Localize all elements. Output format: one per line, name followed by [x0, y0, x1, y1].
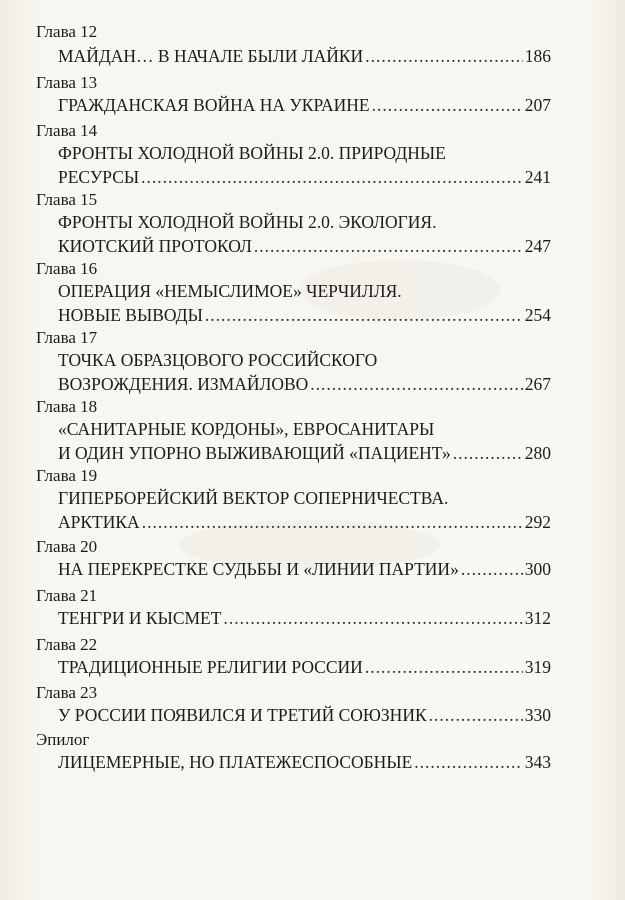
- entry-last-line: [58, 557, 551, 581]
- entry-last-line: [58, 165, 551, 189]
- entry-title: И ОДИН УПОРНО ВЫЖИВАЮЩИЙ «ПАЦИЕНТ»: [58, 443, 451, 463]
- entry-title: ЛИЦЕМЕРНЫЕ, НО ПЛАТЕЖЕСПОСОБНЫЕ: [58, 752, 413, 772]
- dot-leader: [254, 234, 523, 258]
- toc-entry[interactable]: [58, 44, 551, 68]
- toc-entry[interactable]: [58, 703, 551, 727]
- toc-entry[interactable]: [58, 486, 551, 534]
- toc-entry[interactable]: [58, 279, 551, 327]
- chapter-label: Глава 13: [36, 73, 98, 92]
- entry-title-line: ГИПЕРБОРЕЙСКИЙ ВЕКТОР СОПЕРНИЧЕСТВА.: [58, 488, 449, 508]
- entry-last-line: [58, 750, 551, 774]
- dot-leader: [365, 44, 523, 68]
- entry-title: ТЕНГРИ И КЫСМЕТ: [58, 608, 222, 628]
- toc-entry[interactable]: [58, 210, 551, 258]
- dot-leader: [461, 557, 523, 581]
- entry-title: МАЙДАН… В НАЧАЛЕ БЫЛИ ЛАЙКИ: [58, 46, 364, 66]
- entry-last-line: [58, 303, 551, 327]
- entry-title-line: ОПЕРАЦИЯ «НЕМЫСЛИМОЕ» ЧЕРЧИЛЛЯ.: [58, 281, 402, 301]
- entry-title-line: ФРОНТЫ ХОЛОДНОЙ ВОЙНЫ 2.0. ПРИРОДНЫЕ: [58, 143, 446, 163]
- page-number: 330: [524, 705, 551, 725]
- entry-last-line: [58, 606, 551, 630]
- chapter-label: Глава 14: [36, 121, 98, 140]
- toc-entry[interactable]: [58, 348, 551, 396]
- dot-leader: [429, 703, 523, 727]
- chapter-label: Глава 23: [36, 683, 98, 702]
- toc-entry[interactable]: [58, 655, 551, 679]
- dot-leader: [223, 606, 522, 630]
- entry-last-line: [58, 44, 551, 68]
- entry-last-line: [58, 703, 551, 727]
- entry-title: У РОССИИ ПОЯВИЛСЯ И ТРЕТИЙ СОЮЗНИК: [58, 705, 427, 725]
- page-number: 186: [524, 46, 551, 66]
- entry-title: КИОТСКИЙ ПРОТОКОЛ: [58, 236, 252, 256]
- dot-leader: [414, 750, 522, 774]
- page-number: 267: [524, 374, 551, 394]
- page-number: 241: [524, 167, 551, 187]
- entry-title: ВОЗРОЖДЕНИЯ. ИЗМАЙЛОВО: [58, 374, 309, 394]
- chapter-label: Глава 17: [36, 328, 98, 347]
- dot-leader: [205, 303, 523, 327]
- page-number: 292: [524, 512, 551, 532]
- page-number: 343: [524, 752, 551, 772]
- toc-entry[interactable]: [58, 93, 551, 117]
- dot-leader: [453, 441, 523, 465]
- entry-last-line: [58, 510, 551, 534]
- chapter-label: Эпилог: [36, 730, 90, 749]
- toc-entry[interactable]: [58, 557, 551, 581]
- entry-title: ТРАДИЦИОННЫЕ РЕЛИГИИ РОССИИ: [58, 657, 363, 677]
- entry-title-line: ФРОНТЫ ХОЛОДНОЙ ВОЙНЫ 2.0. ЭКОЛОГИЯ.: [58, 212, 437, 232]
- dot-leader: [142, 510, 523, 534]
- entry-title-line: ТОЧКА ОБРАЗЦОВОГО РОССИЙСКОГО: [58, 350, 378, 370]
- entry-title: РЕСУРСЫ: [58, 167, 140, 187]
- page-number: 207: [524, 95, 551, 115]
- entry-title: АРКТИКА: [58, 512, 140, 532]
- chapter-label: Глава 20: [36, 537, 98, 556]
- dot-leader: [372, 93, 523, 117]
- page-number: 254: [524, 305, 551, 325]
- page-number: 280: [524, 443, 551, 463]
- dot-leader: [141, 165, 523, 189]
- page-number: 312: [524, 608, 551, 628]
- chapter-label: Глава 21: [36, 586, 98, 605]
- entry-last-line: [58, 372, 551, 396]
- entry-title: НОВЫЕ ВЫВОДЫ: [58, 305, 203, 325]
- entry-title-line: «САНИТАРНЫЕ КОРДОНЫ», ЕВРОСАНИТАРЫ: [58, 419, 435, 439]
- chapter-label: Глава 18: [36, 397, 98, 416]
- page-number: 300: [524, 559, 551, 579]
- entry-title: НА ПЕРЕКРЕСТКЕ СУДЬБЫ И «ЛИНИИ ПАРТИИ»: [58, 559, 459, 579]
- toc-entry[interactable]: [58, 417, 551, 465]
- page-number: 247: [524, 236, 551, 256]
- toc-entry[interactable]: [58, 750, 551, 774]
- entry-last-line: [58, 234, 551, 258]
- chapter-label: Глава 19: [36, 466, 98, 485]
- dot-leader: [365, 655, 523, 679]
- chapter-label: Глава 16: [36, 259, 98, 278]
- entry-last-line: [58, 441, 551, 465]
- toc-entry[interactable]: [58, 606, 551, 630]
- chapter-label: Глава 22: [36, 635, 98, 654]
- entry-last-line: [58, 655, 551, 679]
- page-number: 319: [524, 657, 551, 677]
- chapter-label: Глава 12: [36, 22, 98, 41]
- toc-entry[interactable]: [58, 141, 551, 189]
- entry-title: ГРАЖДАНСКАЯ ВОЙНА НА УКРАИНЕ: [58, 95, 370, 115]
- entry-last-line: [58, 93, 551, 117]
- dot-leader: [310, 372, 522, 396]
- chapter-label: Глава 15: [36, 190, 98, 209]
